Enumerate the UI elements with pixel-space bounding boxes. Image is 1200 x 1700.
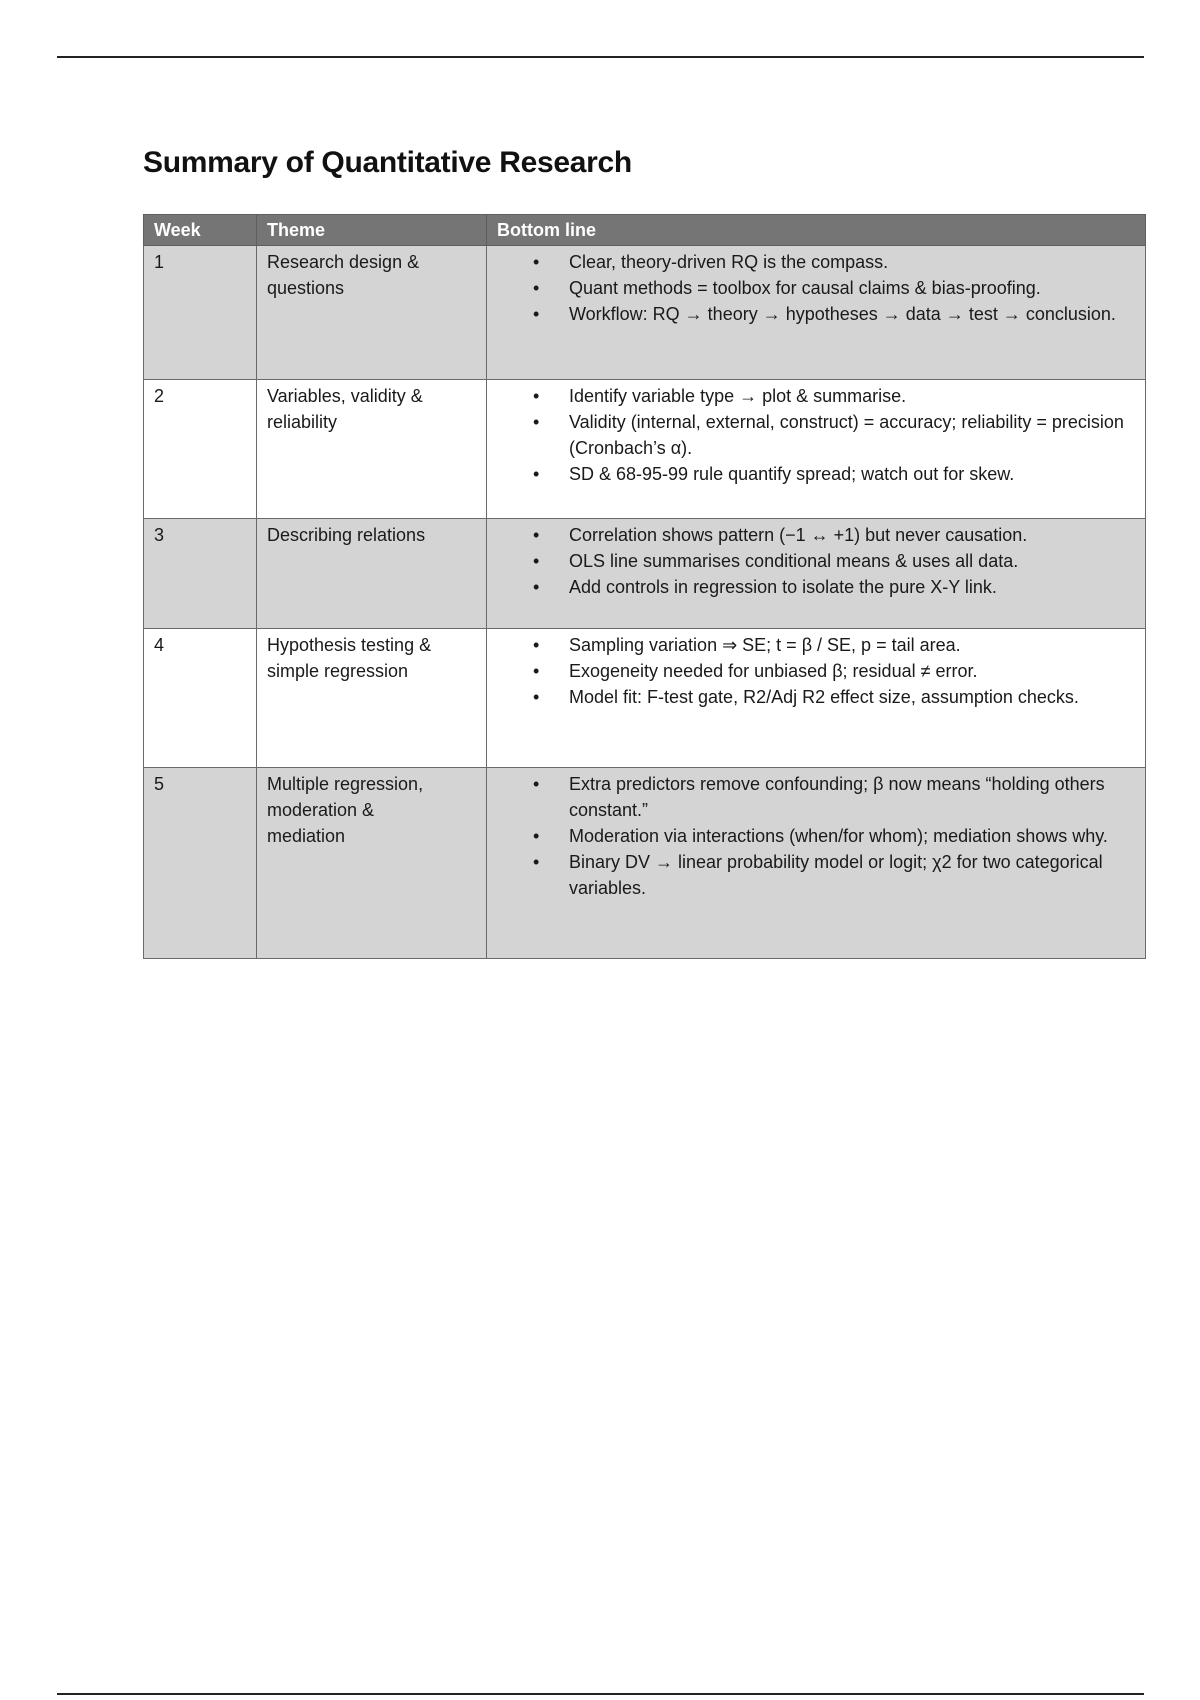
table-row xyxy=(144,246,1146,380)
theme-cell xyxy=(257,768,487,959)
bullet-item: • Workflow: RQ → theory → hypotheses → data → test → conclusion. xyxy=(569,301,1135,327)
theme-cell xyxy=(257,629,487,768)
week-cell: 4 xyxy=(144,629,257,768)
week-cell: 3 xyxy=(144,519,257,629)
week-cell: 1 xyxy=(144,246,257,380)
bullet-item: • Clear, theory-driven RQ is the compass. xyxy=(569,249,1135,275)
week-cell: 5 xyxy=(144,768,257,959)
bullet-item: • Sampling variation ⇒ SE; t = β / SE, p = tail area. xyxy=(569,632,1135,658)
bullet-list xyxy=(497,632,1135,710)
theme-text: Hypothesis testing & simple regression xyxy=(267,635,432,681)
table-row xyxy=(144,629,1146,768)
bullet-item: • Extra predictors remove confounding; β now means “holding others constant.” xyxy=(569,771,1135,823)
theme-text: Research design & questions xyxy=(267,252,420,298)
theme-text: Describing relations xyxy=(267,525,426,545)
header-theme: Theme xyxy=(257,215,487,246)
bottom-line-cell xyxy=(487,768,1146,959)
header-bottom-line: Bottom line xyxy=(487,215,1146,246)
table-row xyxy=(144,380,1146,519)
theme-cell xyxy=(257,519,487,629)
bullet-item: • Quant methods = toolbox for causal claims & bias-proofing. xyxy=(569,275,1135,301)
bullet-item: • Correlation shows pattern (−1 ↔ +1) but never causation. xyxy=(569,522,1135,548)
bullet-item: • Model fit: F-test gate, R2/Adj R2 effect size, assumption checks. xyxy=(569,684,1135,710)
theme-text: Multiple regression, moderation & mediation xyxy=(267,774,424,846)
bullet-item: • Exogeneity needed for unbiased β; residual ≠ error. xyxy=(569,658,1135,684)
summary-table xyxy=(143,214,1146,959)
header-week: Week xyxy=(144,215,257,246)
bullet-list xyxy=(497,383,1135,487)
bottom-line-cell xyxy=(487,246,1146,380)
theme-cell xyxy=(257,380,487,519)
bullet-item: • Add controls in regression to isolate the pure X-Y link. xyxy=(569,574,1135,600)
bullet-item: • Validity (internal, external, construct) = accuracy; reliability = precision (Cronbach’s α). xyxy=(569,409,1135,461)
header-rule xyxy=(57,56,1144,58)
theme-cell xyxy=(257,246,487,380)
bottom-line-cell xyxy=(487,629,1146,768)
bullet-item: • SD & 68-95-99 rule quantify spread; watch out for skew. xyxy=(569,461,1135,487)
bullet-list xyxy=(497,249,1135,327)
bullet-list xyxy=(497,522,1135,600)
theme-text: Variables, validity & reliability xyxy=(267,386,423,432)
footer-rule xyxy=(57,1693,1144,1695)
bullet-item: • Moderation via interactions (when/for whom); mediation shows why. xyxy=(569,823,1135,849)
bullet-item: • Binary DV → linear probability model or logit; χ2 for two categorical variables. xyxy=(569,849,1135,901)
bullet-list xyxy=(497,771,1135,901)
table-row xyxy=(144,519,1146,629)
bullet-item: • OLS line summarises conditional means & uses all data. xyxy=(569,548,1135,574)
table-header-row xyxy=(144,215,1146,246)
week-cell: 2 xyxy=(144,380,257,519)
table-row xyxy=(144,768,1146,959)
bottom-line-cell xyxy=(487,380,1146,519)
bottom-line-cell xyxy=(487,519,1146,629)
page-title: Summary of Quantitative Research xyxy=(143,146,632,179)
bullet-item: • Identify variable type → plot & summarise. xyxy=(569,383,1135,409)
